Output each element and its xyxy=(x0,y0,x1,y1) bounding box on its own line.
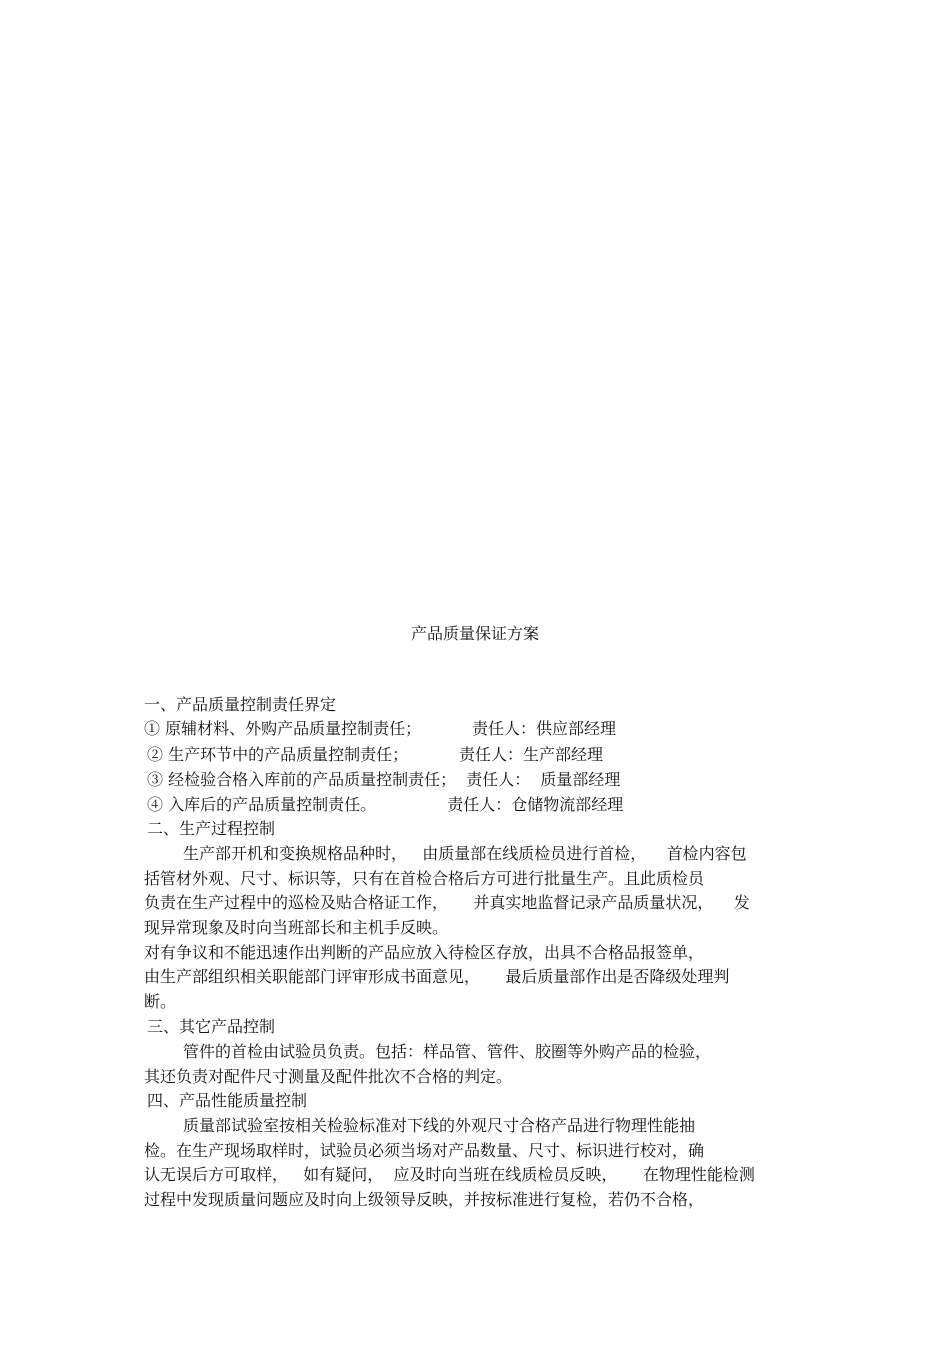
responsibility-item-3: ③ 经检验合格入库前的产品质量控制责任； 责任人： 质量部经理 xyxy=(147,770,621,789)
paragraph-line: 负责在生产过程中的巡检及贴合格证工作， 并真实地监督记录产品质量状况， 发 xyxy=(144,893,750,912)
paragraph-line: 认无误后方可取样， 如有疑问， 应及时向当班在线质检员反映， 在物理性能检测 xyxy=(144,1165,755,1184)
paragraph-line: 现异常现象及时向当班部长和主机手反映。 xyxy=(144,918,449,937)
section-heading-1: 一、产品质量控制责任界定 xyxy=(144,695,337,714)
responsibility-item-4: ④ 入库后的产品质量控制责任。 责任人：仓储物流部经理 xyxy=(147,795,624,814)
responsibility-item-1: ① 原辅材料、外购产品质量控制责任； 责任人：供应部经理 xyxy=(144,719,616,738)
paragraph-line: 质量部试验室按相关检验标准对下线的外观尺寸合格产品进行物理性能抽 xyxy=(183,1116,696,1135)
responsibility-item-2: ② 生产环节中的产品质量控制责任； 责任人：生产部经理 xyxy=(147,745,603,764)
paragraph-line: 过程中发现质量问题应及时向上级领导反映，并按标准进行复检，若仍不合格， xyxy=(144,1190,705,1209)
paragraph-line: 断。 xyxy=(144,992,177,1011)
paragraph-line: 其还负责对配件尺寸测量及配件批次不合格的判定。 xyxy=(144,1067,513,1086)
section-heading-2: 二、生产过程控制 xyxy=(147,819,276,838)
paragraph-line: 由生产部组织相关职能部门评审形成书面意见， 最后质量部作出是否降级处理判 xyxy=(144,967,730,986)
paragraph-line: 管件的首检由试验员负责。包括：样品管、管件、胶圈等外购产品的检验， xyxy=(183,1042,712,1061)
paragraph-line: 检。在生产现场取样时，试验员必须当场对产品数量、尺寸、标识进行校对，确 xyxy=(144,1141,705,1160)
paragraph-line: 对有争议和不能迅速作出判断的产品应放入待检区存放，出具不合格品报签单， xyxy=(144,943,705,962)
paragraph-line: 生产部开机和变换规格品种时， 由质量部在线质检员进行首检， 首检内容包 xyxy=(183,844,747,863)
document-title: 产品质量保证方案 xyxy=(410,624,539,643)
section-heading-3: 三、其它产品控制 xyxy=(147,1017,276,1036)
section-heading-4: 四、产品性能质量控制 xyxy=(147,1091,308,1110)
paragraph-line: 括管材外观、尺寸、标识等，只有在首检合格后方可进行批量生产。且此质检员 xyxy=(144,869,705,888)
